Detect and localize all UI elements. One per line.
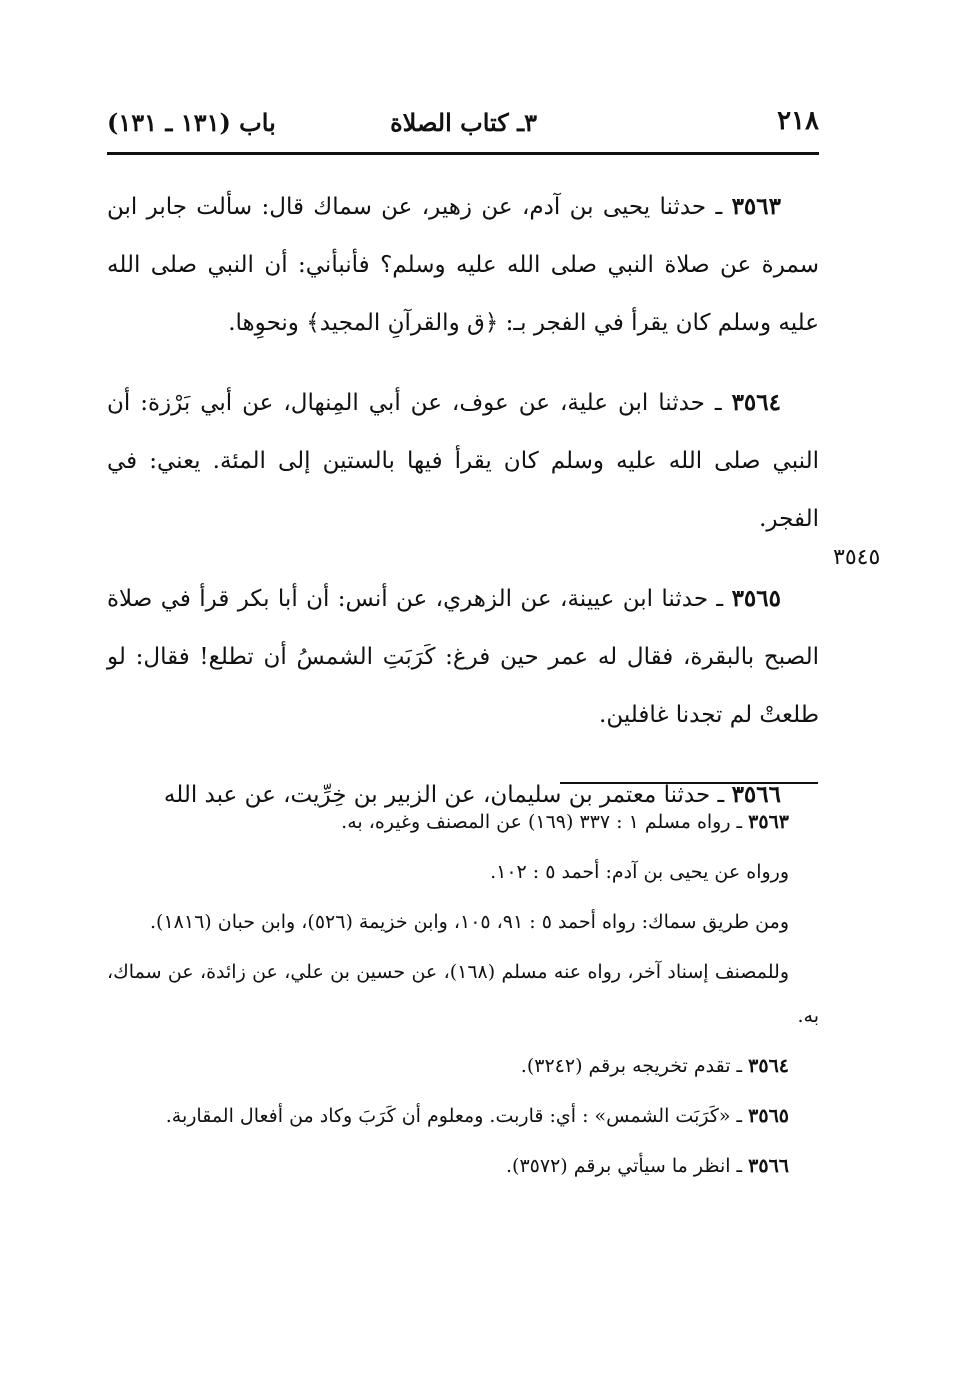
footnote-separator	[560, 782, 818, 784]
main-text	[107, 178, 819, 846]
hadith-text: ـ حدثنا ابن عيينة، عن الزهري، عن أنس: أن أبا بكر قرأ في صلاة الصبح بالبقرة، فقال له عمر حين فرغ: كَرَبَتِ الشمسُ أن تطلع! فقال: لو طلعتْ لم تجدنا غافلين.	[107, 586, 819, 728]
footnote	[107, 850, 819, 894]
hadith-number: ٣٥٦٥	[731, 585, 781, 612]
footnote	[107, 800, 819, 844]
footnote-text: ومن طريق سماك: رواه أحمد ٥ : ٩١، ١٠٥، وابن خزيمة (٥٢٦)، وابن حبان (١٨١٦).	[150, 911, 789, 933]
hadith-number: ٣٥٦٣	[731, 193, 781, 220]
footnote	[107, 900, 819, 944]
footnote-text: وللمصنف إسناد آخر، رواه عنه مسلم (١٦٨)، عن حسين بن علي، عن زائدة، عن سماك، به.	[107, 961, 819, 1027]
footnote-text: ـ انظر ما سيأتي برقم (٣٥٧٢).	[506, 1155, 749, 1177]
hadith-number: ٣٥٦٦	[731, 781, 781, 808]
page-number: ٢١٨	[777, 106, 819, 136]
hadith-paragraph	[107, 570, 819, 744]
hadith-text: ـ حدثنا ابن علية، عن عوف، عن أبي المِنهال، عن أبي بَرْزة: أن النبي صلى الله عليه وسلم كان يقرأ فيها بالستين إلى المئة. يعني: في الفجر.	[107, 390, 819, 532]
footnote	[107, 1094, 819, 1138]
footnotes	[107, 800, 819, 1194]
hadith-paragraph	[107, 374, 819, 548]
chapter-title: باب (١٣١ ـ ١٣١)	[107, 108, 276, 137]
footnote-text: ـ تقدم تخريجه برقم (٣٢٤٢).	[520, 1055, 749, 1077]
hadith-text: ـ حدثنا معتمر بن سليمان، عن الزبير بن خِرِّيت، عن عبد الله	[163, 782, 732, 808]
footnote-text: ـ رواه مسلم ١ : ٣٣٧ (١٦٩) عن المصنف وغيره، به.	[341, 811, 749, 833]
footnote	[107, 1044, 819, 1088]
footnote	[107, 1144, 819, 1188]
footnote-text: ـ «كَرَبَت الشمس» : أي: قاربت. ومعلوم أن كَرَبَ وكاد من أفعال المقاربة.	[165, 1105, 749, 1127]
footnote	[107, 950, 819, 1038]
footnote-number: ٣٥٦٣	[748, 811, 789, 833]
book-title: ٣ـ كتاب الصلاة	[390, 108, 537, 137]
footnote-text: ورواه عن يحيى بن آدم: أحمد ٥ : ١٠٢.	[490, 861, 789, 883]
footnote-number: ٣٥٦٥	[748, 1105, 789, 1127]
header-rule	[107, 152, 819, 155]
margin-number: ٣٥٤٥	[833, 545, 881, 570]
page-header	[107, 98, 819, 146]
hadith-number: ٣٥٦٤	[731, 389, 781, 416]
hadith-text: ـ حدثنا يحيى بن آدم، عن زهير، عن سماك قال: سألت جابر ابن سمرة عن صلاة النبي صلى الله عليه وسلم؟ فأنبأني: أن النبي صلى الله عليه وسلم كان يقرأ في الفجر بـ: ﴿ق والقرآنِ المجيد﴾ ونحوِها.	[107, 194, 819, 336]
footnote-number: ٣٥٦٦	[748, 1155, 789, 1177]
footnote-number: ٣٥٦٤	[748, 1055, 789, 1077]
hadith-paragraph	[107, 178, 819, 352]
